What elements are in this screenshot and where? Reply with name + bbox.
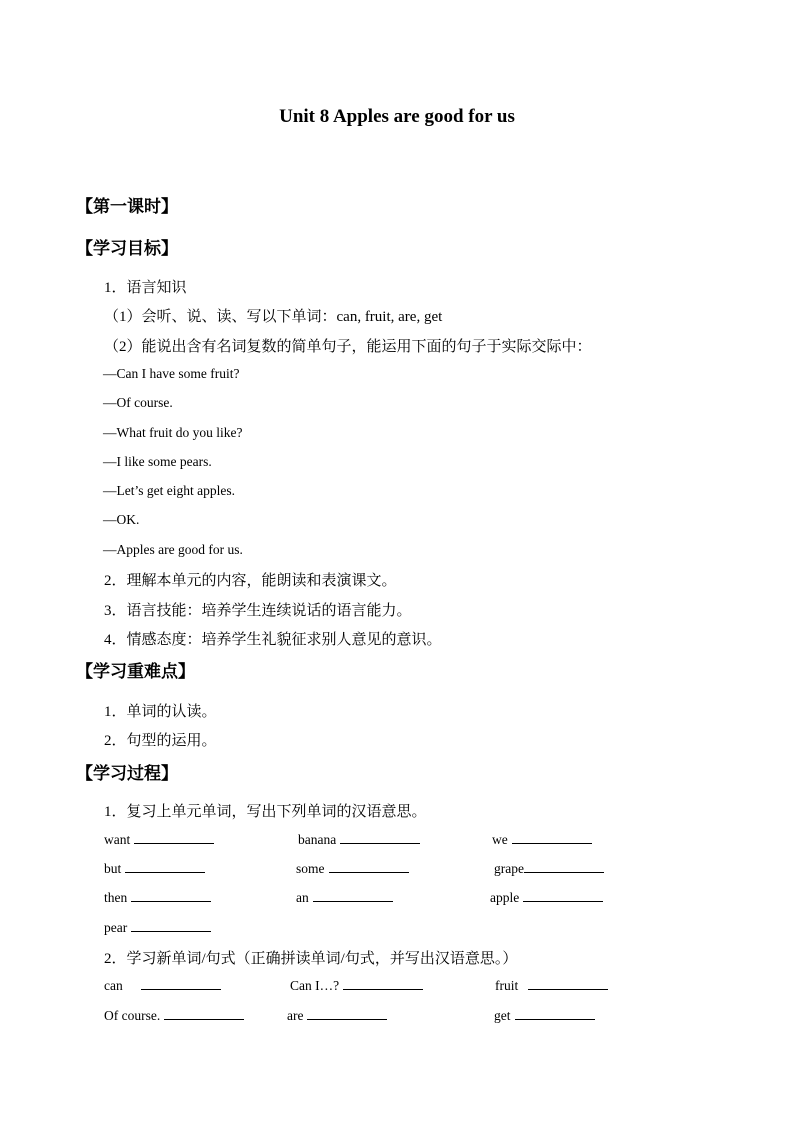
vocab-item	[494, 861, 604, 877]
key-point-1: 1．单词的认读。	[104, 704, 217, 720]
section-lesson-heading: 【第一课时】	[76, 197, 178, 216]
vocab-word: apple	[490, 890, 520, 905]
section-key-heading: 【学习重难点】	[76, 662, 195, 681]
answer-blank[interactable]	[340, 842, 420, 844]
vocab-item	[104, 1008, 244, 1024]
section-process-heading: 【学习过程】	[76, 764, 178, 783]
answer-blank[interactable]	[141, 988, 221, 990]
section-goals-heading: 【学习目标】	[76, 239, 178, 258]
vocab-item	[104, 978, 221, 994]
dialog-line: —Apples are good for us.	[103, 542, 243, 557]
goal-item-3: 3．语言技能：培养学生连续说话的语言能力。	[104, 603, 412, 619]
vocab-item	[296, 890, 393, 906]
answer-blank[interactable]	[512, 842, 592, 844]
process-step-2: 2．学习新单词/句式（正确拼读单词/句式，并写出汉语意思。）	[104, 951, 518, 967]
dialog-line: —I like some pears.	[103, 454, 212, 469]
answer-blank[interactable]	[164, 1018, 244, 1020]
process-step-1: 1．复习上单元单词，写出下列单词的汉语意思。	[104, 804, 427, 820]
vocab-word: we	[492, 832, 508, 847]
vocab-item	[296, 861, 409, 877]
answer-blank[interactable]	[313, 900, 393, 902]
answer-blank[interactable]	[307, 1018, 387, 1020]
answer-blank[interactable]	[125, 871, 205, 873]
vocab-item	[104, 832, 214, 848]
vocab-item	[290, 978, 423, 994]
page-title: Unit 8 Apples are good for us	[279, 106, 515, 127]
vocab-word: Can I…?	[290, 978, 340, 993]
vocab-item	[495, 978, 608, 994]
vocab-word: can	[104, 978, 123, 993]
answer-blank[interactable]	[528, 988, 608, 990]
dialog-line: —Of course.	[103, 395, 173, 410]
vocab-word: grape	[494, 861, 524, 876]
answer-blank[interactable]	[329, 871, 409, 873]
vocab-word: an	[296, 890, 309, 905]
dialog-line: —Let’s get eight apples.	[103, 483, 235, 498]
answer-blank[interactable]	[131, 930, 211, 932]
vocab-item	[494, 1008, 595, 1024]
goal-item-2: 2．理解本单元的内容，能朗读和表演课文。	[104, 573, 397, 589]
dialog-line: —OK.	[103, 512, 140, 527]
vocab-word: pear	[104, 920, 128, 935]
goal-item-1: 1．语言知识	[104, 280, 187, 296]
vocab-item	[287, 1008, 387, 1024]
vocab-word: some	[296, 861, 325, 876]
goal-item-1-sub-1: （1）会听、说、读、写以下单词：can, fruit, are, get	[104, 309, 443, 325]
vocab-word: want	[104, 832, 131, 847]
vocab-word: are	[287, 1008, 304, 1023]
answer-blank[interactable]	[131, 900, 211, 902]
goal-item-1-sub-2: （2）能说出含有名词复数的简单句子，能运用下面的句子于实际交际中：	[104, 339, 592, 355]
vocab-item	[492, 832, 592, 848]
vocab-word: fruit	[495, 978, 519, 993]
dialog-line: —Can I have some fruit?	[103, 366, 240, 381]
vocab-item	[104, 890, 211, 906]
vocab-word: get	[494, 1008, 511, 1023]
vocab-word: banana	[298, 832, 337, 847]
answer-blank[interactable]	[515, 1018, 595, 1020]
answer-blank[interactable]	[524, 871, 604, 873]
vocab-item	[104, 861, 205, 877]
vocab-item	[490, 890, 603, 906]
vocab-item	[298, 832, 420, 848]
vocab-word: Of course.	[104, 1008, 161, 1023]
vocab-word: but	[104, 861, 122, 876]
vocab-item	[104, 920, 211, 936]
dialog-line: —What fruit do you like?	[103, 425, 243, 440]
goal-item-4: 4．情感态度：培养学生礼貌征求别人意见的意识。	[104, 632, 442, 648]
key-point-2: 2．句型的运用。	[104, 733, 217, 749]
answer-blank[interactable]	[343, 988, 423, 990]
vocab-word: then	[104, 890, 128, 905]
answer-blank[interactable]	[523, 900, 603, 902]
answer-blank[interactable]	[134, 842, 214, 844]
